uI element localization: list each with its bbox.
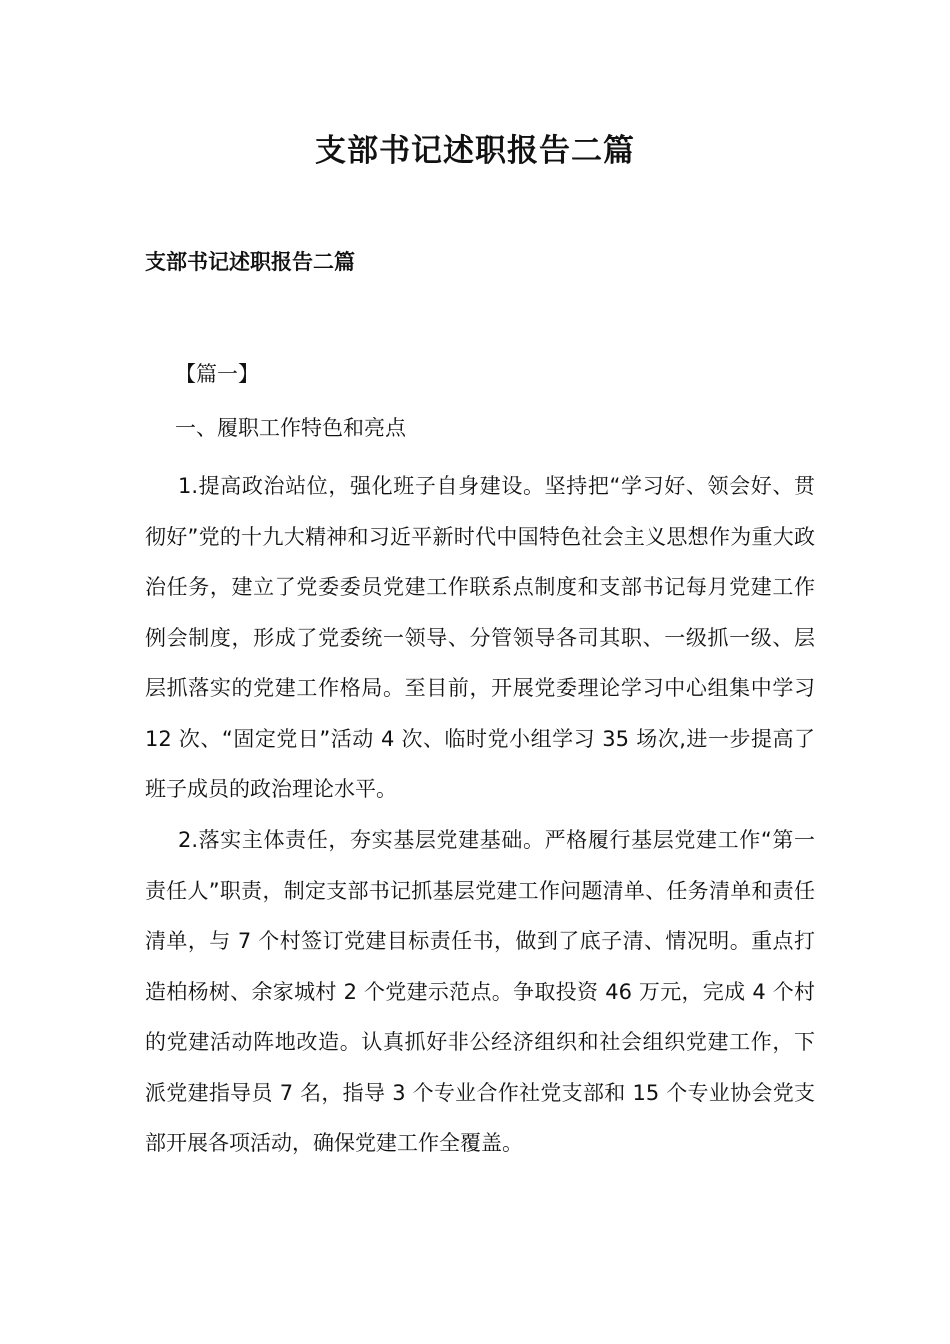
body-paragraph: 2.落实主体责任，夯实基层党建基础。严格履行基层党建工作“第一责任人”职责，制定支部书记抓基层党建工作问题清单、任务清单和责任清单，与 7 个村签订党建目标责任书，做到了底子清、情况明。重点打造柏杨树、余家城村 2 个党建示范点。争取投资 46 万元，完成 4 个村的党建活动阵地改造。认真抓好非公经济组织和社会组织党建工作，下派党建指导员 7 名，指导 3 个专业合作社党支部和 15 个专业协会党支部开展各项活动，确保党建工作全覆盖。 [145,828,815,1155]
document-title: 支部书记述职报告二篇 [315,133,635,169]
document-subtitle: 支部书记述职报告二篇 [145,250,355,274]
section-heading: 一、履职工作特色和亮点 [175,416,406,440]
body-paragraph: 1.提高政治站位，强化班子自身建设。坚持把“学习好、领会好、贯彻好”党的十九大精神和习近平新时代中国特色社会主义思想作为重大政治任务，建立了党委委员党建工作联系点制度和支部书记每月党建工作例会制度，形成了党委统一领导、分管领导各司其职、一级抓一级、层层抓落实的党建工作格局。至目前，开展党委理论学习中心组集中学习 12 次、“固定党日”活动 4 次、临时党小组学习 35 场次,进一步提高了班子成员的政治理论水平。 [145,474,815,801]
section-tag: 【篇一】 [175,362,259,386]
